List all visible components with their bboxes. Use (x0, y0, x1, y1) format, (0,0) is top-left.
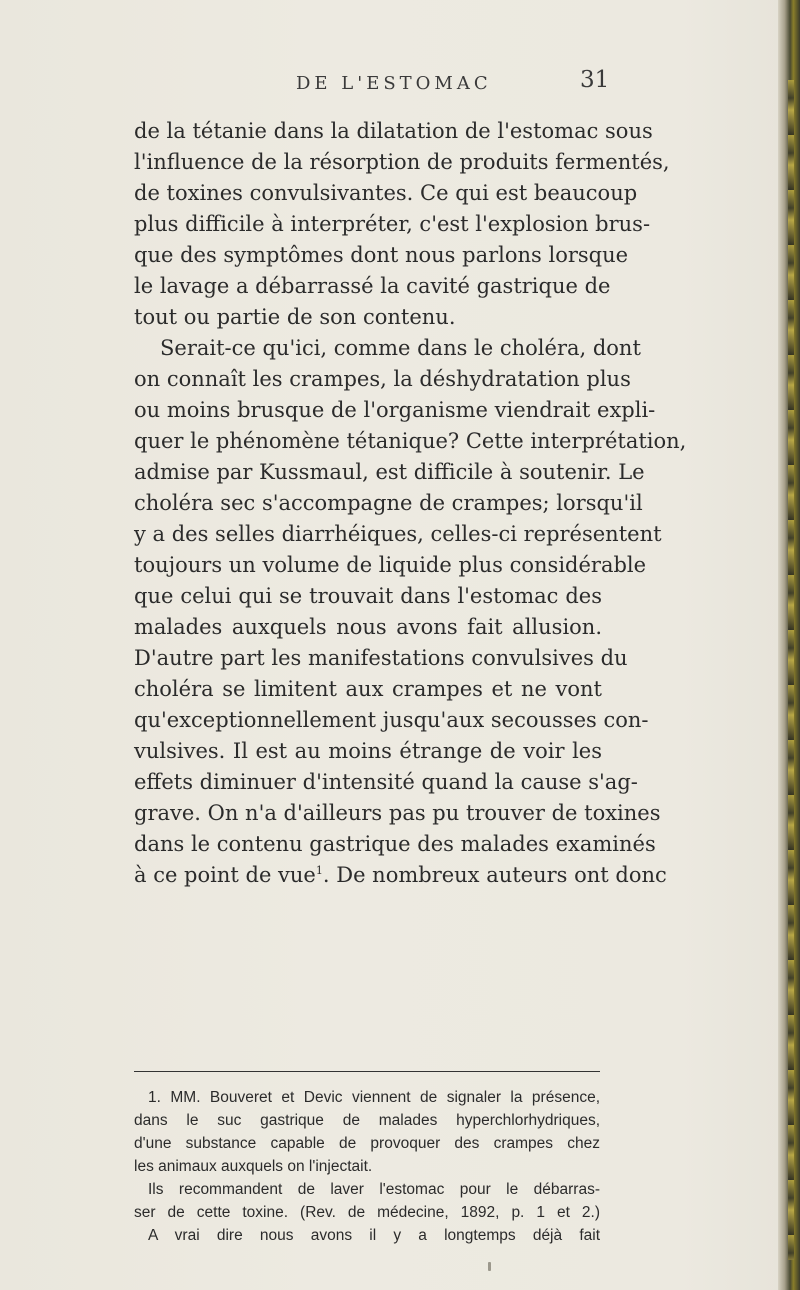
running-head (0, 63, 800, 93)
text-line: choléra se limitent aux crampes et ne vont (134, 677, 602, 701)
text-line: on connaît les crampes, la déshydratation plus (134, 367, 631, 391)
text-line: choléra sec s'accompagne de crampes; lorsqu'il (134, 491, 643, 515)
text-line: effets diminuer d'intensité quand la cause s'ag- (134, 770, 638, 794)
text-line: l'influence de la résorption de produits fermentés, (134, 150, 670, 174)
footnote-reference[interactable]: 1 (315, 864, 323, 877)
text-line: ou moins brusque de l'organisme viendrait expli- (134, 398, 656, 422)
text-line-with-footnote-ref (134, 860, 667, 891)
footnote-divider (134, 1071, 600, 1072)
footnote-line: ser de cette toxine. (Rev. de médecine, 1892, p. 1 et 2.) (134, 1204, 600, 1221)
text-line: Serait-ce qu'ici, comme dans le choléra, dont (160, 336, 641, 360)
text-line: quer le phénomène tétanique? Cette interprétation, (134, 429, 687, 453)
text-line: que des symptômes dont nous parlons lorsque (134, 243, 629, 267)
text-fragment: . De nombreux auteurs ont donc (322, 863, 667, 887)
text-line: plus difficile à interpréter, c'est l'explosion brus- (134, 212, 651, 236)
footnotes (134, 1086, 600, 1247)
text-line: admise par Kussmaul, est difficile à soutenir. Le (134, 460, 645, 484)
paper-mark (488, 1262, 491, 1271)
text-line: de la tétanie dans la dilatation de l'estomac sous (134, 119, 653, 143)
text-line: tout ou partie de son contenu. (134, 305, 456, 329)
running-title: DE L'ESTOMAC (296, 73, 492, 94)
text-line: grave. On n'a d'ailleurs pas pu trouver de toxines (134, 801, 661, 825)
text-line: y a des selles diarrhéiques, celles-ci représentent (134, 522, 662, 546)
page-number: 31 (580, 67, 610, 93)
footnote-line: dans le suc gastrique de malades hyperchlorhydriques, (134, 1112, 600, 1129)
footnote-line: d'une substance capable de provoquer des crampes chez (134, 1135, 600, 1152)
text-line: D'autre part les manifestations convulsives du (134, 646, 628, 670)
footnote-line: 1. MM. Bouveret et Devic viennent de signaler la présence, (148, 1089, 600, 1106)
text-line: malades auxquels nous avons fait allusion. (134, 615, 602, 639)
text-line: de toxines convulsivantes. Ce qui est beaucoup (134, 181, 638, 205)
footnote-line: Ils recommandent de laver l'estomac pour le débarras- (148, 1181, 600, 1198)
text-line: dans le contenu gastrique des malades examinés (134, 832, 656, 856)
text-line: que celui qui se trouvait dans l'estomac des (134, 584, 602, 608)
text-line: le lavage a débarrassé la cavité gastrique de (134, 274, 611, 298)
body-text (134, 116, 687, 891)
footnote-line: les animaux auxquels on l'injectait. (134, 1158, 373, 1175)
text-line: vulsives. Il est au moins étrange de voir les (134, 739, 602, 763)
text-line: toujours un volume de liquide plus considérable (134, 553, 647, 577)
book-binding-edge (778, 0, 800, 1290)
footnote-line: A vrai dire nous avons il y a longtemps déjà fait (148, 1227, 600, 1244)
text-fragment: à ce point de vue (134, 863, 316, 887)
text-line: qu'exceptionnellement jusqu'aux secousses con- (134, 708, 649, 732)
